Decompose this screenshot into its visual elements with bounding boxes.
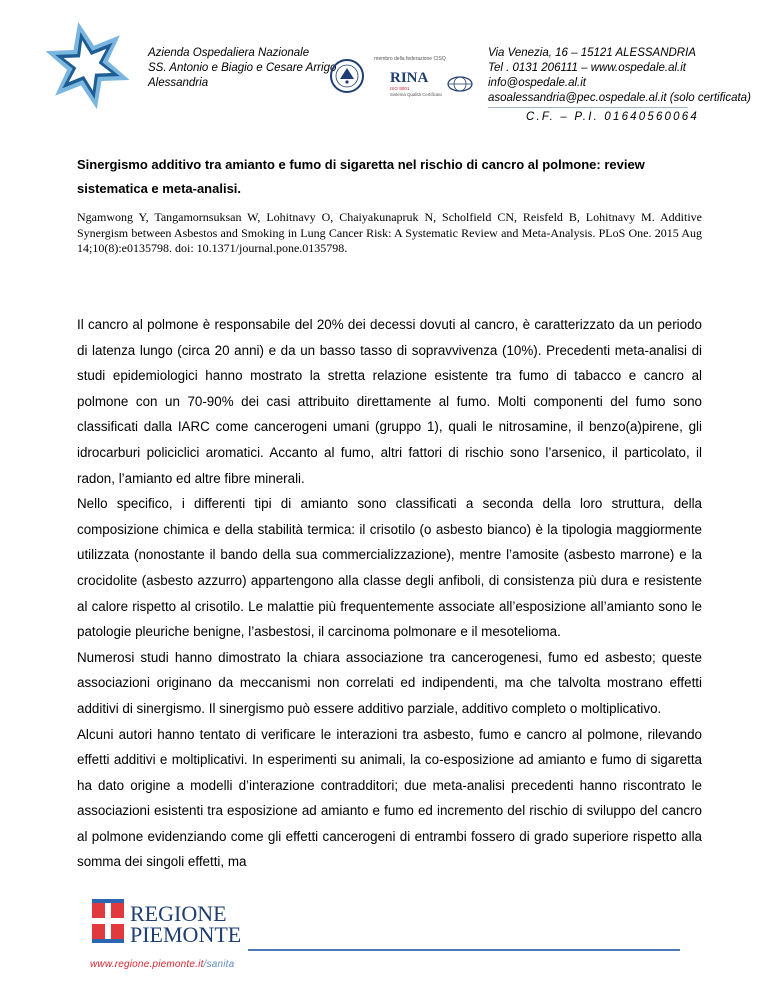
body-paragraph: Nello specifico, i differenti tipi di amianto sono classificati a seconda della loro struttura, della composizione chimica e della stabilità termica: il crisotilo (o asbesto bianco) è la tipologia maggiormente utilizzata (nonostante il bando della sua commercializzazione), mentre l’amosite (asbesto marrone) e la crocidolite (asbesto azzurro) appartengono alla classe degli anfiboli, di consistenza più dura e resistente al calore rispetto al crisotilo. Le malattie più frequentemente associate all’esposizione all’amianto sono le patologie pleuriche benigne, l’asbestosi, il carcinoma polmonare e il mesotelioma. (77, 496, 702, 640)
regione-line2: PIEMONTE (130, 922, 242, 947)
cert-brand: RINA (390, 70, 429, 86)
footer-website-link[interactable] (90, 959, 234, 970)
footer-url-path: /sanita (203, 959, 235, 970)
regione-line1: REGIONE (130, 901, 227, 926)
header-divider (488, 107, 688, 108)
certification-logos (328, 48, 480, 106)
footer-divider (248, 949, 680, 951)
document-title: Sinergismo additivo tra amianto e fumo di sigaretta nel rischio di cancro al polmone: review sistematica e meta-analisi. (77, 157, 645, 196)
tax-code: C.F. – P.I. 01640560064 (526, 111, 699, 123)
body-paragraph: Numerosi studi hanno dimostrato la chiara associazione tra cancerogenesi, fumo ed asbesto; queste associazioni originano da meccanismi non correlati ed indipendenti, ma che talvolta mostrano effetti additivi di sinergismo. Il sinergismo può essere additivo parziale, additivo completo o moltiplicativo. (77, 649, 702, 716)
contact-pec-email: asoalessandria@pec.ospedale.al.it (solo certificata) (488, 92, 751, 104)
cert-iso-line2: Sistema Qualità Certificato (390, 92, 442, 97)
regione-piemonte-logo (92, 897, 242, 953)
hospital-star-logo (40, 18, 135, 113)
hospital-name (148, 46, 336, 91)
contact-address: Via Venezia, 16 – 15121 ALESSANDRIA (488, 47, 696, 59)
regione-shield-icon (92, 899, 124, 943)
seal-icon (331, 60, 363, 92)
body-paragraph: Il cancro al polmone è responsabile del 20% dei decessi dovuti al cancro, è caratterizzato da un periodo di latenza lungo (circa 20 anni) e da un basso tasso di sopravvivenza (10%). Precedenti meta-analisi di studi epidemiologici hanno mostrato la stretta relazione esistente tra fumo di tabacco e cancro al polmone con un 70-90% dei casi attribuito direttamente al fumo. Molti componenti del fumo sono classificati dalla IARC come cancerogeni umani (gruppo 1), quali le nitrosamine, il benzo(a)pirene, gli idrocarburi policiclici aromatici. Accanto al fumo, altri fattori di rischio sono l’arsenico, il particolato, il radon, l’amianto ed altre fibre minerali. (77, 317, 702, 486)
body-paragraph: Alcuni autori hanno tentato di verificare le interazioni tra asbesto, fumo e cancro al polmone, rilevando effetti additivi e moltiplicativi. In esperimenti su animali, la co-esposizione ad amianto e fumo di sigaretta ha dato origine a modelli d’interazione contradditori; due meta-analisi precedenti hanno riscontrato le associazioni esistenti tra esposizione ad amianto e fumo ed incremento del rischio di sviluppo del cancro al polmone evidenziando come gli effetti cancerogeni di entrambi fossero di grado superiore rispetto alla somma dei singoli effetti, ma (77, 726, 702, 870)
iqnet-icon (448, 77, 472, 91)
citation-reference: Ngamwong Y, Tangamornsuksan W, Lohitnavy O, Chaiyakunapruk N, Scholfield CN, Reisfeld B, Lohitnavy M. Additive Synergism between Asbestos and Smoking in Lung Cancer Risk: A Systematic Review and Meta-Analysis. PLoS One. 2015 Aug 14;10(8):e0135798. doi: 10.1371/journal.pone.0135798. (77, 210, 702, 255)
footer-url-domain: www.regione.piemonte.it (90, 959, 204, 970)
hospital-name-line: SS. Antonio e Biagio e Cesare Arrigo (148, 62, 337, 74)
cert-iso-line1: ISO 9001 (390, 86, 410, 91)
contact-phone-website: Tel . 0131 206111 – www.ospedale.al.it (488, 62, 686, 74)
hospital-name-line: Alessandria (148, 77, 209, 89)
body-text (77, 312, 702, 875)
cert-membership-text: membro della federazione CISQ (374, 56, 446, 62)
contact-email: info@ospedale.al.it (488, 77, 586, 89)
contact-info (488, 46, 751, 106)
hospital-name-line: Azienda Ospedaliera Nazionale (148, 47, 310, 59)
